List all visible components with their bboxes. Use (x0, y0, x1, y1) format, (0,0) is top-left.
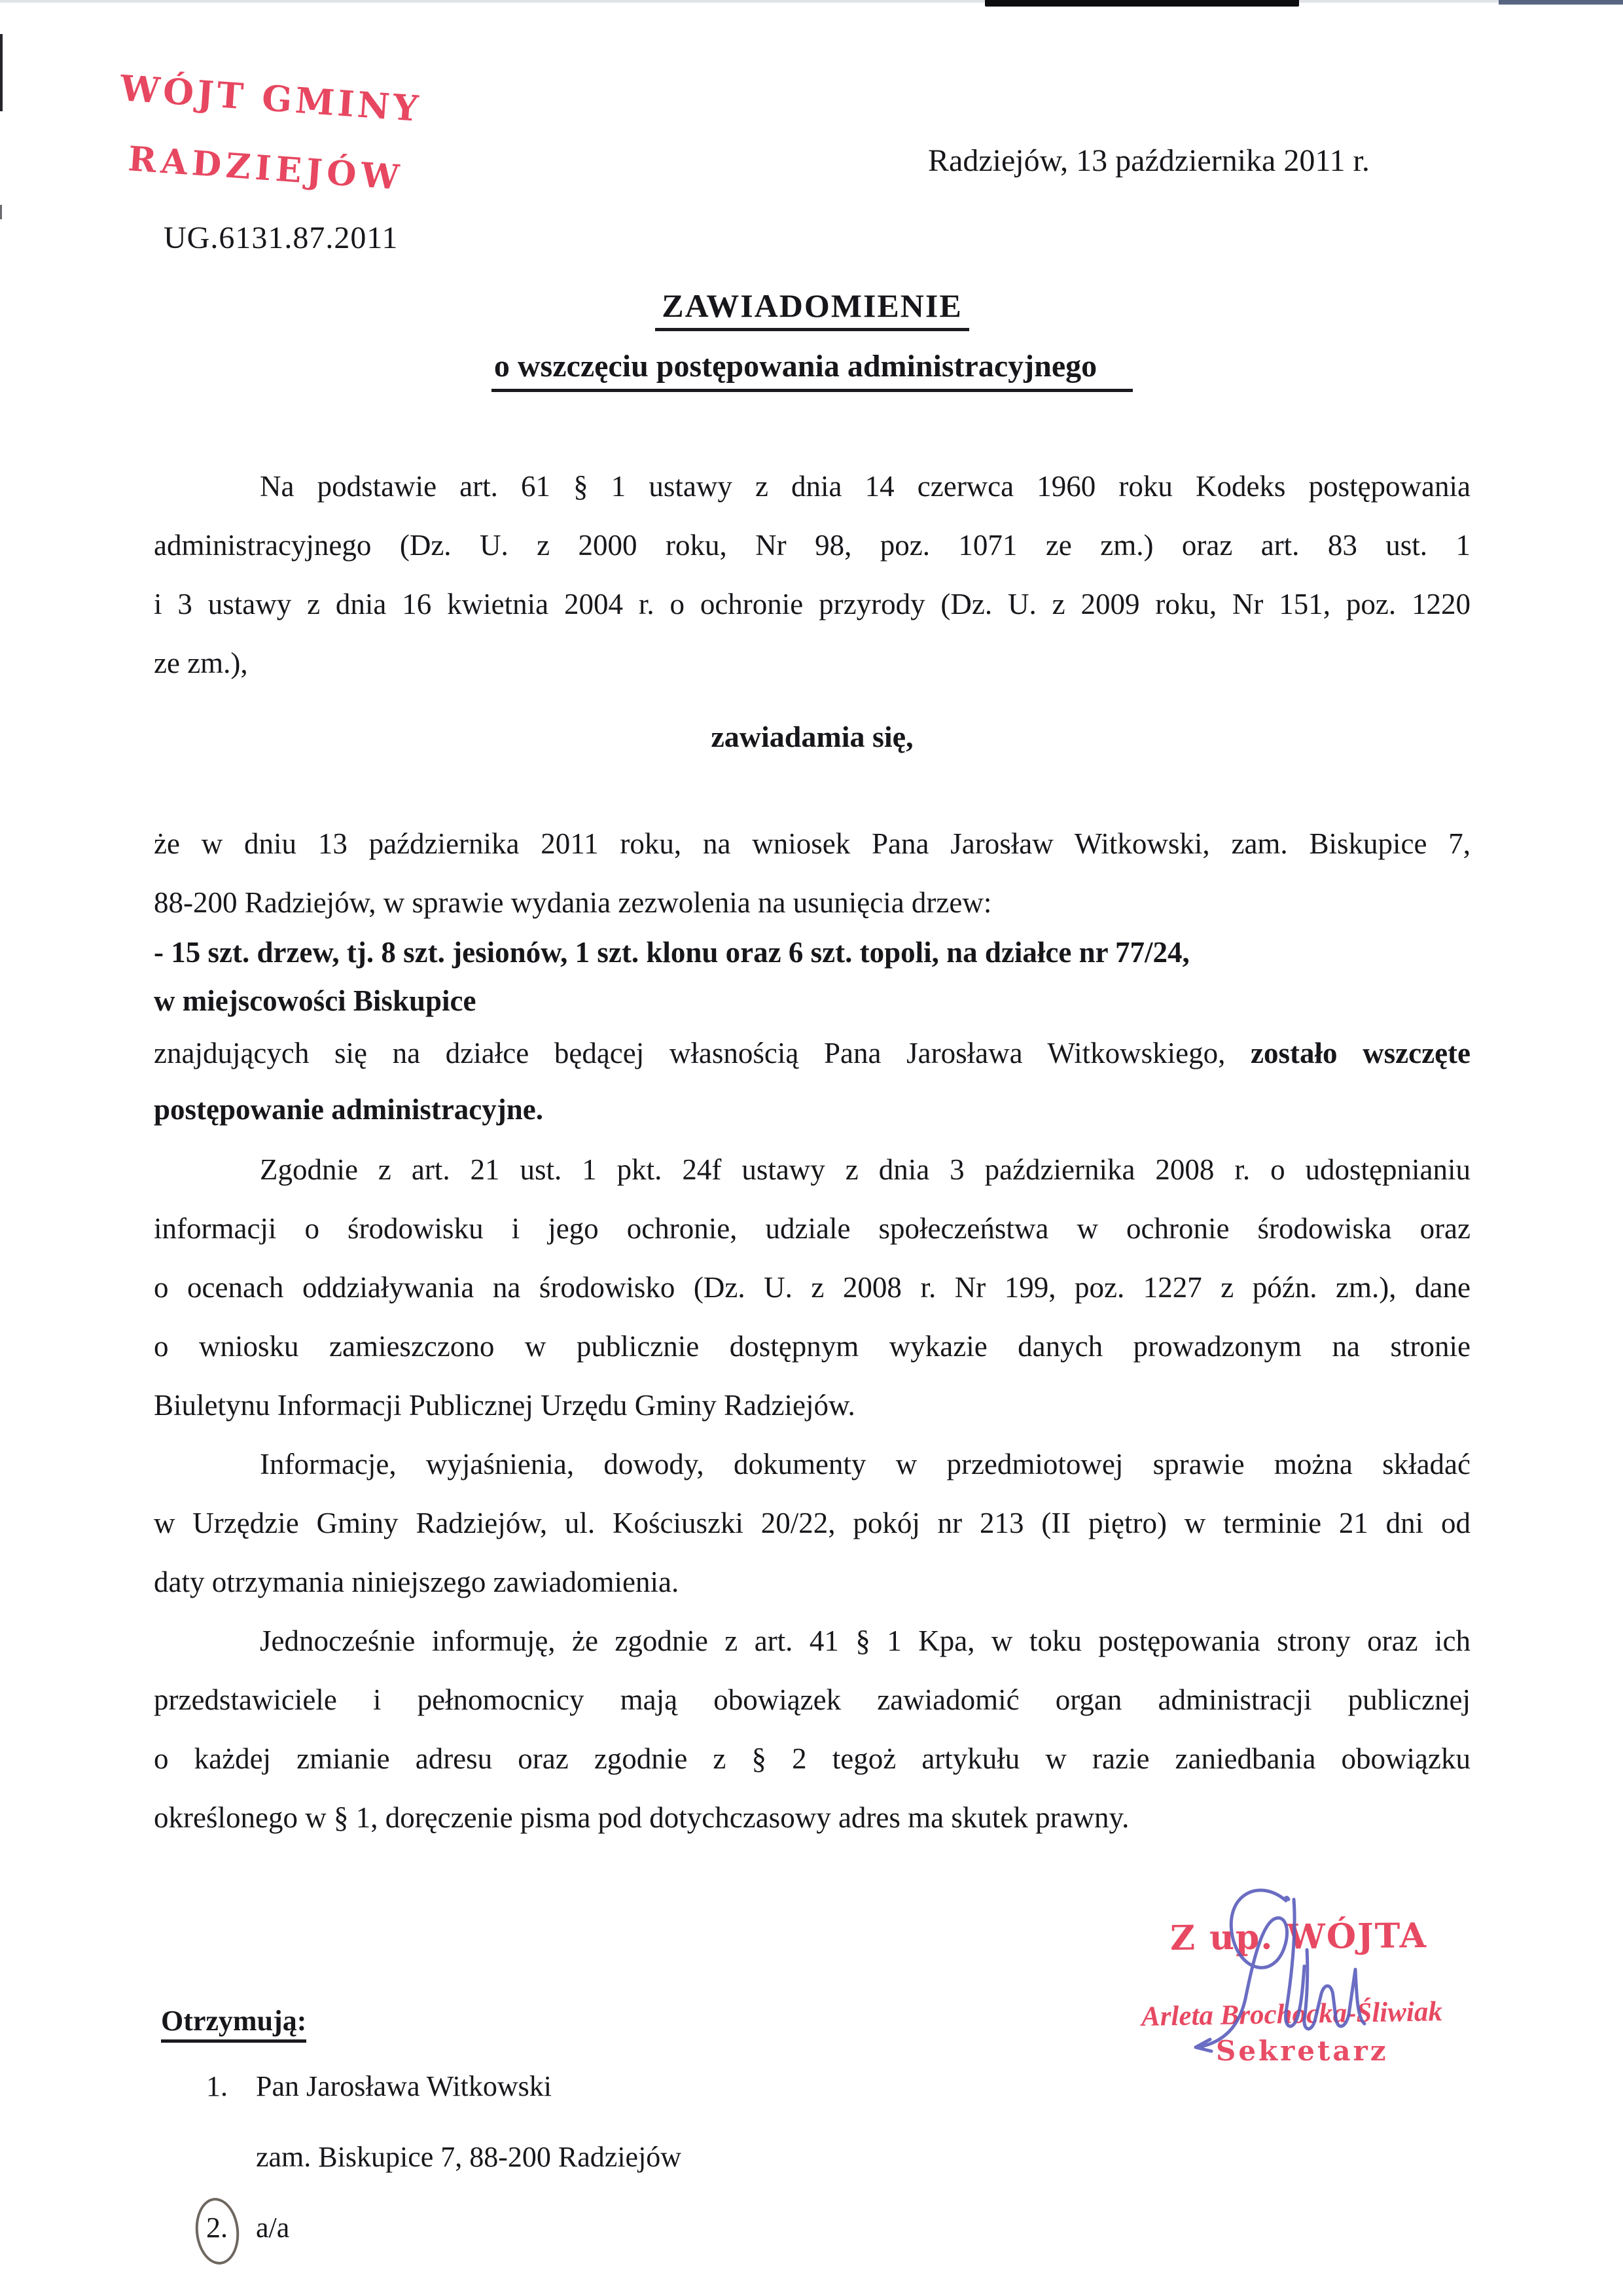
scan-artifact-top-strip (0, 0, 1623, 3)
stamp-municipality-name: RADZIEJÓW (126, 139, 405, 198)
text-line: określonego w § 1, doręczenie pisma pod dotychczasowy adres ma skutek prawny. (154, 1801, 1130, 1834)
reference-number: UG.6131.87.2011 (164, 221, 399, 255)
authorization-stamp-line: Z up. WÓJTA (1169, 1915, 1428, 1959)
file-copy-note: a/a (256, 2212, 290, 2244)
document-title-text: ZAWIADOMIENIE (655, 287, 969, 331)
distribution-item-2 (154, 2209, 681, 2247)
text-line: Jednocześnie informuję, że zgodnie z art. 41 § 1 Kpa, w toku postępowania strony oraz ich (260, 1624, 1471, 1657)
sender-office-stamp (100, 52, 437, 215)
text-line (154, 1081, 1471, 1138)
scan-artifact-left-tick (0, 205, 2, 219)
text-line: administracyjnego (Dz. U. z 2000 roku, Nr 98, poz. 1071 ze zm.) oraz art. 83 ust. 1 (154, 529, 1471, 562)
document-body (154, 457, 1471, 1847)
text-line: i 3 ustawy z dnia 16 kwietnia 2004 r. o ochronie przyrody (Dz. U. z 2009 roku, Nr 151, poz. 1220 (154, 588, 1471, 620)
body-paragraph-legal-basis (154, 457, 1471, 692)
item-number (206, 2209, 256, 2247)
distribution-heading (154, 2004, 681, 2037)
text-line: Informacje, wyjaśnienia, dowody, dokumenty w przedmiotowej sprawie można składać (260, 1448, 1471, 1480)
recipient-name: Pan Jarosława Witkowski (256, 2070, 552, 2102)
place-and-date-line: Radziejów, 13 października 2011 r. (928, 143, 1370, 178)
handwritten-signature (1188, 1880, 1384, 2063)
body-paragraph-address-change-duty (154, 1611, 1471, 1847)
recipient-address: zam. Biskupice 7, 88-200 Radziejów (256, 2141, 682, 2173)
item-number: 1. (206, 2070, 228, 2102)
pen-circle-annotation (192, 2196, 242, 2267)
text-line: w Urzędzie Gminy Radziejów, ul. Kościuszki 20/22, pokój nr 213 (II piętro) w terminie 21 dni od (154, 1507, 1471, 1539)
scan-artifact-top-bar (985, 0, 1299, 7)
text-line: o wniosku zamieszczono w publicznie dostępnym wykazie danych prowadzonym na stronie (154, 1330, 1471, 1363)
body-paragraph-public-register (154, 1140, 1471, 1435)
distribution-section (154, 2004, 681, 2280)
document-subtitle (154, 348, 1471, 384)
text-line: 88-200 Radziejów, w sprawie wydania zezwolenia na usunięcia drzew: (154, 886, 992, 919)
paragraph-3-bold-text-2: postępowanie administracyjne. (154, 1093, 543, 1126)
signature-strokes (1196, 1890, 1364, 2051)
body-paragraph-submission-info (154, 1435, 1471, 1611)
text-line (154, 1025, 1471, 1081)
text-line: w miejscowości Biskupice (154, 984, 476, 1017)
distribution-heading-text: Otrzymują: (161, 2005, 306, 2043)
signatory-position-stamp: Sekretarz (1216, 2035, 1389, 2067)
text-line: informacji o środowisku i jego ochronie, udziale społeczeństwa w ochronie środowiska oraz (154, 1212, 1471, 1245)
text-line: że w dniu 13 października 2011 roku, na wniosek Pana Jarosław Witkowski, zam. Biskupice 7, (154, 827, 1471, 860)
text-line: o każdej zmianie adresu oraz zgodnie z § 2 tegoż artykułu w razie zaniedbania obowiązku (154, 1742, 1471, 1775)
text-line: - 15 szt. drzew, tj. 8 szt. jesionów, 1 szt. klonu oraz 6 szt. topoli, na działce nr 77/24, (154, 936, 1190, 969)
scan-artifact-left-line (0, 34, 3, 111)
distribution-item-1-address (154, 2138, 681, 2176)
distribution-list (154, 2068, 681, 2247)
text-line: daty otrzymania niniejszego zawiadomienia. (154, 1566, 679, 1598)
item-2-number-text: 2. (206, 2212, 228, 2244)
signatory-name-stamp: Arleta Brochocka-Śliwiak (1141, 1996, 1443, 2033)
text-line: Zgodnie z art. 21 ust. 1 pkt. 24f ustawy z dnia 3 października 2008 r. o udostępnianiu (260, 1153, 1471, 1186)
body-paragraph-request (154, 814, 1471, 932)
paragraph-3-bold-text: zostało wszczęte (1251, 1037, 1471, 1069)
text-line: Biuletynu Informacji Publicznej Urzędu Gminy Radziejów. (154, 1389, 855, 1422)
tree-removal-details (154, 928, 1471, 1025)
scan-artifact-top-right-bar (1499, 0, 1623, 5)
stamp-office-name: WÓJT GMINY (118, 67, 423, 130)
text-line: Na podstawie art. 61 § 1 ustawy z dnia 14 czerwca 1960 roku Kodeks postępowania (260, 470, 1471, 503)
body-paragraph-proceeding-started (154, 1025, 1471, 1138)
paragraph-3-normal-text: znajdujących się na działce będącej własnością Pana Jarosława Witkowskiego, (154, 1037, 1226, 1069)
text-line: ze zm.), (154, 647, 248, 679)
document-subtitle-text: o wszczęciu postępowania administracyjnego (491, 349, 1133, 392)
distribution-item-1 (154, 2068, 681, 2106)
text-line: przedstawiciele i pełnomocnicy mają obowiązek zawiadomić organ administracji publicznej (154, 1683, 1471, 1716)
document-title (154, 287, 1471, 325)
item-number-spacer (206, 2138, 256, 2176)
notification-phrase: zawiadamia się, (711, 720, 914, 753)
text-line: o ocenach oddziaływania na środowisko (Dz. U. z 2008 r. Nr 199, poz. 1227 z późn. zm.), dane (154, 1271, 1471, 1304)
